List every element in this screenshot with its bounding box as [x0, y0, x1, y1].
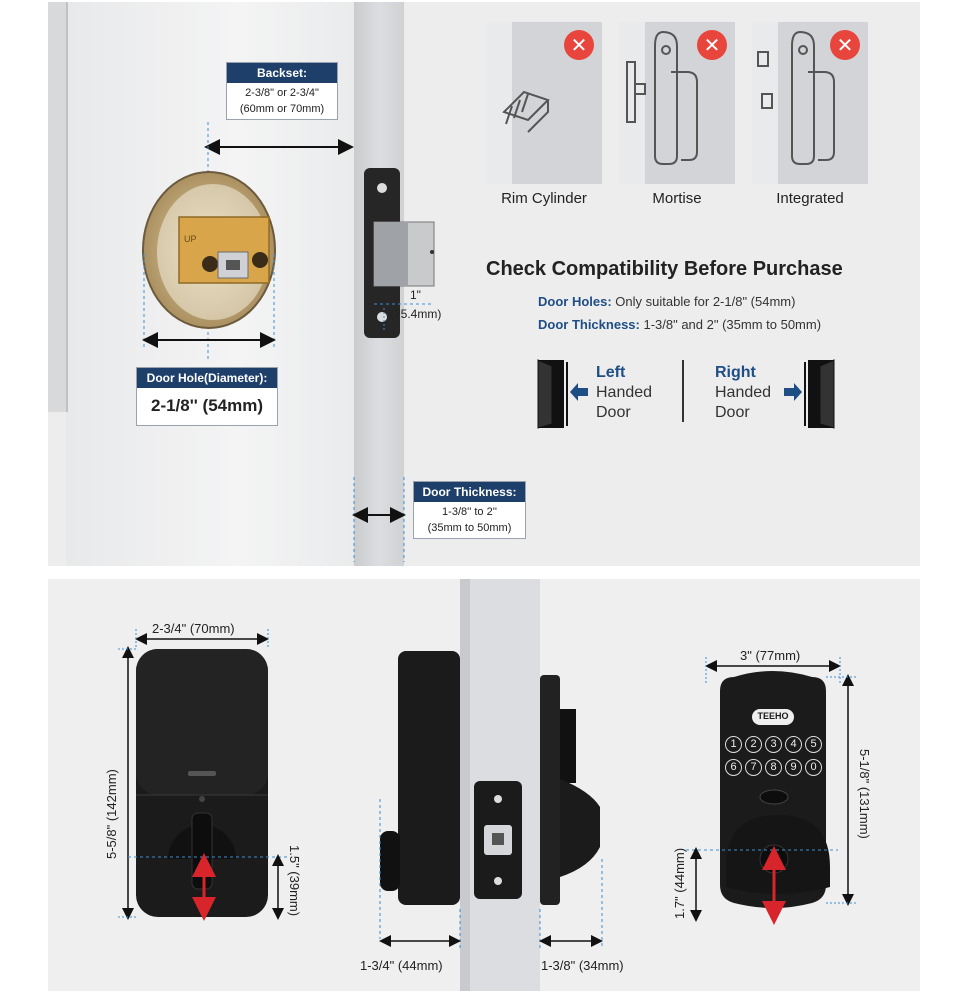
latch-up-stamp: UP: [184, 234, 197, 244]
handed-divider: [682, 360, 684, 422]
rim-cylinder-label: Rim Cylinder: [501, 190, 587, 207]
exterior-height-dim: 5-1/8" (131mm): [857, 749, 872, 839]
left-word: Left: [596, 364, 626, 381]
interior-width-dim: 2-3/4" (70mm): [152, 621, 235, 636]
rim-cylinder-thumb: [486, 22, 602, 184]
keypad-key[interactable]: 8: [765, 759, 782, 776]
interior-height-dim: 5-5/8" (142mm): [104, 769, 119, 859]
right-handed-word: Handed: [715, 384, 772, 401]
lock-dimension-drawings: [48, 579, 920, 991]
keypad-key[interactable]: 2: [745, 736, 762, 753]
right-handed-text: [715, 363, 771, 423]
door-holes-line: [538, 294, 795, 309]
keypad-key[interactable]: 6: [725, 759, 742, 776]
integrated-label: Integrated: [776, 190, 844, 207]
door-hole-value: 2-1/8'' (54mm): [150, 396, 264, 415]
backset-title: Backset:: [227, 63, 337, 83]
latch-dim-mm: (25.4mm): [390, 307, 442, 321]
mortise-label: Mortise: [652, 190, 702, 207]
keypad-key[interactable]: 9: [785, 759, 802, 776]
door-thickness-line: [538, 317, 821, 332]
keypad-key[interactable]: 1: [725, 736, 742, 753]
door-hole-label: [136, 367, 278, 426]
door-thickness-req-label: Door Thickness:: [538, 317, 640, 332]
exterior-center-dim: 1.7" (44mm): [672, 847, 687, 919]
keypad-key[interactable]: 4: [785, 736, 802, 753]
door-holes-value: Only suitable for 2-1/8" (54mm): [611, 294, 796, 309]
door-thickness-mm: (35mm to 50mm): [427, 522, 512, 534]
right-door-word: Door: [715, 404, 750, 421]
compatibility-panel: [48, 2, 920, 566]
integrated-thumb: [752, 22, 868, 184]
right-handed-door-icon: [780, 358, 836, 430]
keypad-key[interactable]: 5: [805, 736, 822, 753]
exterior-depth-dim: 1-3/8" (34mm): [541, 958, 624, 973]
interior-center-dim: 1.5" (39mm): [287, 845, 302, 917]
brand-logo: TEEHO: [757, 711, 789, 721]
not-compatible-badge: ✕: [564, 30, 594, 60]
left-handed-text: [596, 363, 652, 423]
interior-depth-dim: 1-3/4" (44mm): [360, 958, 443, 973]
backset-inches: 2-3/8" or 2-3/4": [245, 87, 319, 99]
right-word: Right: [715, 364, 756, 381]
keypad-key[interactable]: 7: [745, 759, 762, 776]
door-holes-label: Door Holes:: [538, 294, 612, 309]
door-hole-illustration: [48, 2, 468, 566]
door-thickness-title: Door Thickness:: [414, 482, 525, 502]
door-hole-title: Door Hole(Diameter):: [137, 368, 277, 388]
backset-mm: (60mm or 70mm): [239, 103, 325, 115]
dimensions-panel: [48, 579, 920, 991]
not-compatible-badge: ✕: [830, 30, 860, 60]
door-thickness-label: [413, 481, 526, 539]
door-thickness-inches: 1-3/8'' to 2'': [442, 506, 497, 518]
compatibility-heading: Check Compatibility Before Purchase: [486, 258, 843, 280]
door-thickness-req-value: 1-3/8" and 2" (35mm to 50mm): [639, 317, 822, 332]
not-compatible-badge: ✕: [697, 30, 727, 60]
mortise-thumb: [619, 22, 735, 184]
left-handed-word: Handed: [596, 384, 653, 401]
exterior-width-dim: 3" (77mm): [740, 648, 801, 663]
latch-dim-inch: 1": [410, 288, 421, 302]
keypad-key[interactable]: 3: [765, 736, 782, 753]
left-door-word: Door: [596, 404, 631, 421]
keypad-key[interactable]: 0: [805, 759, 822, 776]
left-handed-door-icon: [536, 358, 592, 430]
